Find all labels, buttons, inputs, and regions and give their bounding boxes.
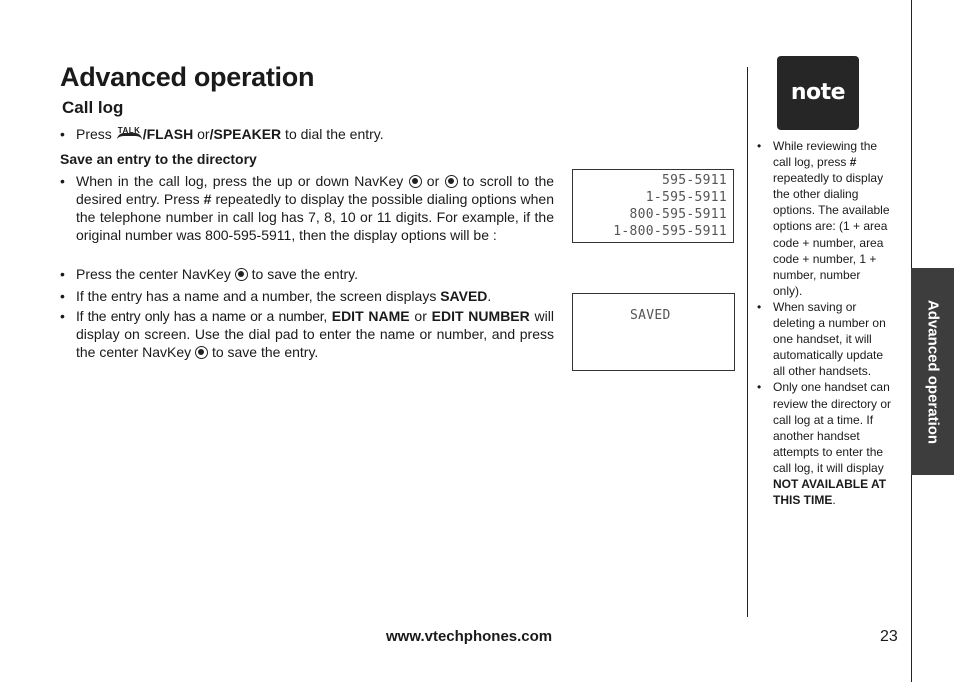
- column-divider: [747, 67, 748, 617]
- lcd-saved-screen: [572, 293, 735, 371]
- flash-key: /FLASH: [142, 126, 194, 142]
- page-number: 23: [880, 628, 898, 645]
- bullet-saved: [60, 287, 554, 305]
- bullet4-text-b: will display on screen. Use the dial pad to enter the name or number, and press the center NavKey: [76, 308, 554, 360]
- bullet-dot: •: [60, 308, 65, 324]
- note-badge: note: [777, 56, 859, 130]
- edit-name-word: EDIT NAME: [331, 308, 410, 324]
- footer-url: www.vtechphones.com: [386, 628, 553, 645]
- bullet4-text-a: If the entry only has a name or a number,: [76, 308, 327, 324]
- bullet2-text-a: Press the center NavKey: [76, 266, 231, 282]
- bullet1-text-c: repeatedly to display the possible dialing options when the telephone number in call log has 7, 8, 10 or 11 digits. For example, if the original number was 800-595-5911, then the display options will be :: [76, 191, 554, 243]
- press-suffix: to dial the entry.: [281, 126, 384, 142]
- talk-icon: [116, 126, 143, 140]
- bullet1-text-b: to scroll to the desired entry. Press: [76, 173, 555, 207]
- bullet3-end: .: [487, 288, 492, 304]
- note1-text-b: repeatedly to display the other dialing options. The available options are: (1 + area code + number, area code + number, 1 + number, number only).: [773, 171, 890, 298]
- edit-number-word: EDIT NUMBER: [431, 308, 530, 324]
- save-heading: Save an entry to the directory: [60, 151, 257, 167]
- hash-key: #: [849, 155, 857, 170]
- hash-key: #: [203, 191, 212, 207]
- bullet1-text-a: When in the call log, press the up or down NavKey: [76, 173, 404, 189]
- bullet-edit: [60, 307, 554, 361]
- note-list: [757, 138, 893, 508]
- handset-icon: [117, 133, 142, 140]
- note-item-2: [757, 299, 893, 379]
- lcd-dialing-options: [572, 169, 734, 243]
- bullet-dot: •: [757, 139, 762, 153]
- page-title: Advanced operation: [60, 62, 315, 92]
- bullet-save-center: [60, 265, 554, 283]
- navkey-down-icon: [445, 175, 458, 188]
- bullet4-or: or: [414, 308, 427, 324]
- bullet-dot: •: [60, 288, 65, 304]
- edge-line: [911, 0, 912, 268]
- not-available-text: NOT AVAILABLE AT THIS TIME: [773, 476, 887, 508]
- bullet-dot: •: [60, 266, 65, 282]
- navkey-center-icon: [195, 346, 208, 359]
- lcd-line: 800-595-5911: [629, 207, 727, 222]
- side-tab: [911, 268, 954, 475]
- lcd-line: 595-5911: [661, 173, 727, 188]
- bullet-scroll: [60, 172, 554, 244]
- bullet4-text-c: to save the entry.: [211, 344, 319, 360]
- note3-end: .: [832, 493, 836, 508]
- note-item-3: [757, 379, 893, 508]
- section-title: Call log: [62, 98, 124, 117]
- bullet-dot: •: [757, 299, 762, 314]
- side-tab-label: Advanced operation: [924, 299, 941, 444]
- navkey-up-icon: [409, 175, 422, 188]
- bullet-dot: •: [757, 380, 762, 395]
- note1-text-a: While reviewing the call log, press: [773, 139, 878, 170]
- navkey-center-icon: [235, 268, 248, 281]
- edge-line: [911, 475, 912, 682]
- talk-label: TALK: [117, 126, 141, 135]
- bullet1-or: or: [426, 173, 440, 189]
- note2-text: When saving or deleting a number on one handset, it will automatically update all other handsets.: [773, 299, 886, 379]
- lcd-saved-text: SAVED: [630, 308, 671, 323]
- note3-text-a: Only one handset can review the directory or call log at a time. If another handset attempts to enter the call log, it will display: [773, 380, 892, 475]
- bullet-press-talk: [60, 125, 554, 143]
- note-item-1: [757, 138, 893, 299]
- saved-word: SAVED: [440, 288, 488, 304]
- bullet2-text-b: to save the entry.: [251, 266, 358, 282]
- bullet-dot: •: [60, 126, 65, 142]
- bullet-dot: •: [60, 173, 65, 189]
- bullet3-text: If the entry has a name and a number, the screen displays: [76, 288, 437, 304]
- press-prefix: Press: [76, 126, 112, 142]
- lcd-line: 1-595-5911: [645, 190, 727, 205]
- speaker-key: /SPEAKER: [209, 126, 282, 142]
- or-text: or: [193, 126, 210, 142]
- lcd-line: 1-800-595-5911: [613, 224, 727, 239]
